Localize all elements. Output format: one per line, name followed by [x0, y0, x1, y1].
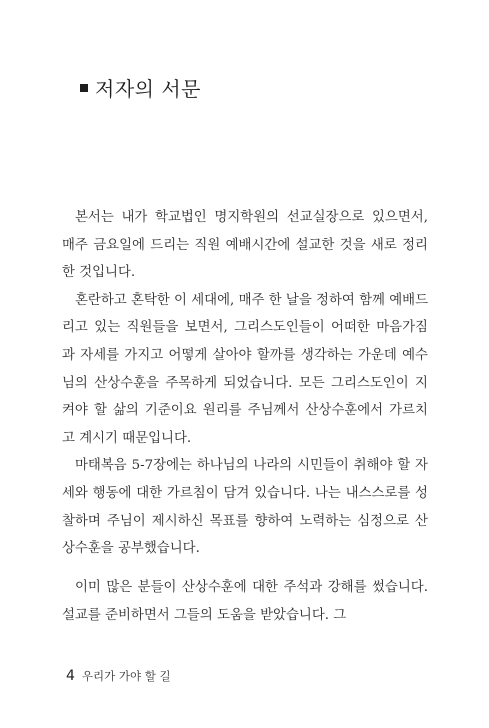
square-bullet-icon [80, 84, 88, 92]
page-number: 4 [66, 668, 75, 684]
heading-title: 저자의 서문 [95, 77, 201, 101]
book-title: 우리가 가야 할 길 [81, 669, 171, 683]
section-heading [80, 73, 201, 102]
body-text-continued [62, 574, 428, 629]
paragraph: 본서는 내가 학교법인 명지학원의 선교실장으로 있으면서, 매주 금요일에 드리는 직원 예배시간에 설교한 것을 새로 정리한 것입니다. [62, 210, 428, 281]
paragraph: 마태복음 5-7장에는 하나님의 나라의 시민들이 취해야 할 자세와 행동에 대한 가르침이 담겨 있습니다. 나는 내스스로를 성찰하며 주님이 제시하신 목표를 향하여 노력하는 심정으로 산상수훈을 공부했습니다. [62, 458, 428, 557]
body-text-main [62, 204, 428, 563]
page-footer [66, 668, 171, 684]
paragraph: 이미 많은 분들이 산상수훈에 대한 주석과 강해를 썼습니다. 설교를 준비하면서 그들의 도움을 받았습니다. 그 [62, 580, 428, 623]
paragraph: 혼란하고 혼탁한 이 세대에, 매주 한 날을 정하여 함께 예배드리고 있는 직원들을 보면서, 그리스도인들이 어떠한 마음가짐과 자세를 가지고 어떻게 살아야 할까를 생각하는 가운데 예수님의 산상수훈을 주목하게 되었습니다. 모든 그리스도인이 지켜야 할 삶의 기준이요 원리를 주님께서 산상수훈에서 가르치고 계시기 때문입니다. [62, 292, 429, 446]
